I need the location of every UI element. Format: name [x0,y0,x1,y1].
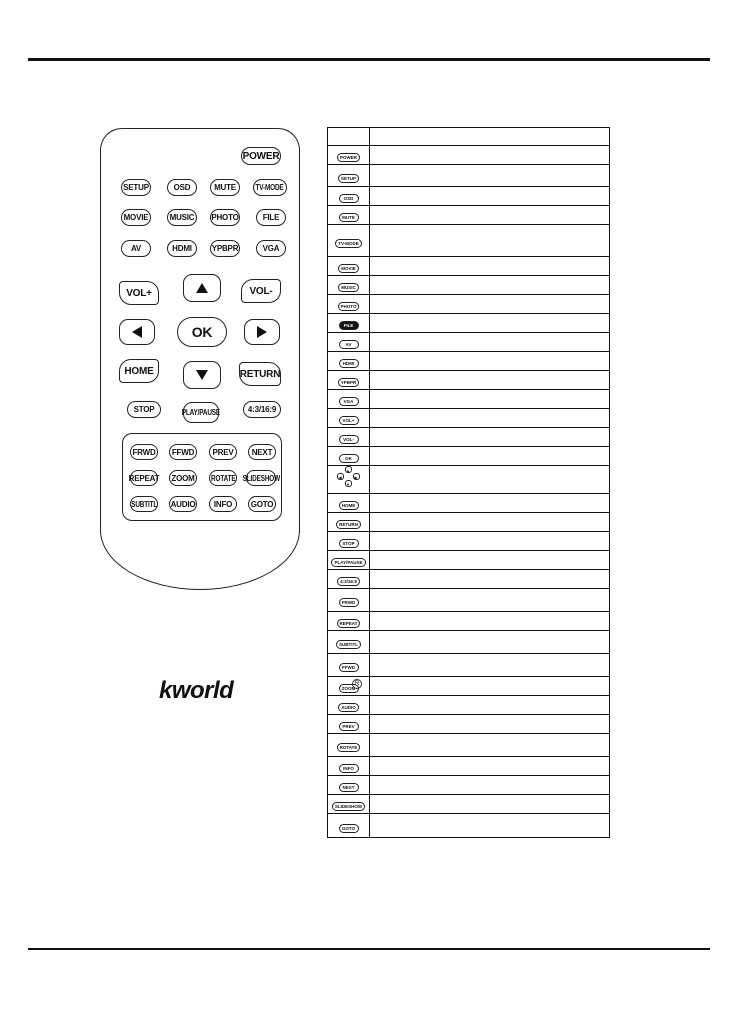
vga-button: VGA [256,240,286,257]
return-button: RETURN [239,362,281,386]
play-pause-button: PLAY/PAUSE [183,402,219,423]
mute-button: MUTE [210,179,240,196]
button-icon: HOME [339,501,359,510]
button-icon: REPEAT [337,619,361,628]
table-row [328,589,610,612]
movie-button: MOVIE [121,209,151,226]
button-icon: YPBPR [338,378,360,387]
table-row [328,757,610,776]
table-row-description [370,715,610,734]
table-row-description [370,532,610,551]
table-row-description [370,295,610,314]
frwd-button: FRWD [130,444,158,460]
table-row-icon-cell [328,276,370,295]
info-button: INFO [209,496,237,512]
table-row [328,276,610,295]
table-row-description [370,187,610,206]
power-button: POWER [241,147,281,165]
table-row-icon-cell [328,390,370,409]
slideshow-button: SLIDESHOW [246,470,276,486]
prev-button: PREV [209,444,237,460]
osd-button: OSD [167,179,197,196]
down-button [183,361,221,389]
table-row-description [370,428,610,447]
hdmi-button: HDMI [167,240,197,257]
table-row [328,677,610,696]
button-icon: POWER [337,153,360,162]
table-row-description [370,447,610,466]
table-row-icon-cell [328,532,370,551]
remote-illustration [100,128,360,704]
table-row-icon-cell [328,494,370,513]
av-button: AV [121,240,151,257]
vol-plus-button: VOL+ [119,281,159,305]
repeat-button: REPEAT [130,470,158,486]
table-row [328,466,610,494]
table-row-icon-cell [328,795,370,814]
table-row [328,654,610,677]
table-row [328,428,610,447]
up-button [183,274,221,302]
table-header-icon [328,128,370,146]
home-button: HOME [119,359,159,383]
table-row [328,532,610,551]
table-row [328,257,610,276]
table-row [328,715,610,734]
table-row-icon-cell [328,715,370,734]
table-header-row [328,128,610,146]
button-icon: PHOTO [338,302,360,311]
button-icon: FRWD [339,598,359,607]
table-row [328,494,610,513]
right-arrow-icon [257,326,267,338]
audio-button: AUDIO [169,496,197,512]
table-row [328,371,610,390]
table-row [328,146,610,165]
table-row-description [370,757,610,776]
table-row [328,352,610,371]
table-row [328,734,610,757]
table-row-icon-cell [328,589,370,612]
music-button: MUSIC [167,209,197,226]
top-rule [28,58,710,61]
table-row [328,165,610,187]
table-row [328,390,610,409]
button-icon: SUBTITL [336,640,361,649]
goto-button: GOTO [248,496,276,512]
table-row-icon-cell [328,776,370,795]
table-row-icon-cell [328,551,370,570]
tv-mode-button: TV-MODE [253,179,287,196]
table-row-description [370,513,610,532]
table-row-icon-cell [328,428,370,447]
table-row-icon-cell [328,466,370,494]
table-row-description [370,494,610,513]
table-row-icon-cell [328,631,370,654]
table-row [328,696,610,715]
table-row-icon-cell [328,677,370,696]
table-row-description [370,696,610,715]
arrow-keys-icon: ▲ ◀ ▶ ▼ [338,468,358,487]
button-icon: VOL- [339,435,359,444]
table-row-description [370,146,610,165]
table-row-description [370,677,610,696]
table-row-description [370,225,610,257]
up-arrow-icon [196,283,208,293]
table-row-description [370,814,610,838]
button-function-table [327,127,610,838]
table-row-description [370,631,610,654]
next-button: NEXT [248,444,276,460]
table-row [328,314,610,333]
button-icon: OSD [339,194,359,203]
button-icon: STOP [339,539,359,548]
table-row-icon-cell [328,165,370,187]
ypbpr-button: YPBPR [210,240,240,257]
stop-button: STOP [127,401,161,418]
table-row-description [370,352,610,371]
button-icon: HDMI [339,359,359,368]
table-row-description [370,466,610,494]
table-row-icon-cell [328,447,370,466]
button-icon: GOTO [339,824,359,833]
table-row-description [370,390,610,409]
table-row [328,631,610,654]
zoom-button: ZOOM [169,470,197,486]
file-button: FILE [256,209,286,226]
vol-minus-button: VOL- [241,279,281,303]
button-icon: OK [339,454,359,463]
table-row-description [370,206,610,225]
button-icon: SETUP [338,174,359,183]
table-row-icon-cell [328,352,370,371]
table-row-description [370,570,610,589]
button-icon: PREV [339,722,359,731]
table-row [328,513,610,532]
button-icon: VOL+ [339,416,359,425]
table-row-description [370,776,610,795]
table-header-description [370,128,610,146]
table-row [328,776,610,795]
table-row-icon-cell [328,814,370,838]
table-row-icon-cell [328,225,370,257]
bottom-rule [28,948,710,950]
table-row-description [370,371,610,390]
rotate-button: ROTATE [209,470,237,486]
table-row-icon-cell [328,696,370,715]
table-row-icon-cell [328,371,370,390]
table-row [328,447,610,466]
table-row-icon-cell [328,257,370,276]
table-row-description [370,654,610,677]
table-row [328,333,610,352]
button-icon: RETURN [336,520,361,529]
playback-panel [122,433,282,521]
button-icon: VGA [339,397,359,406]
button-icon: MOVIE [338,264,359,273]
right-button [244,319,280,345]
table-row [328,551,610,570]
table-row-icon-cell [328,513,370,532]
table-row-icon-cell [328,206,370,225]
ok-button: OK [177,317,227,347]
table-row [328,612,610,631]
brand-logo: kworld [159,677,234,704]
photo-button: PHOTO [210,209,240,226]
table-row-icon-cell [328,612,370,631]
table-row-description [370,795,610,814]
table-row-description [370,589,610,612]
button-icon: AV [339,340,359,349]
button-icon: ROTATE [337,743,361,752]
down-arrow-icon [196,370,208,380]
table-row-icon-cell [328,570,370,589]
aspect-button: 4:3/16:9 [243,401,281,418]
table-row [328,570,610,589]
button-icon: INFO [339,764,359,773]
button-icon: SLIDESHOW [332,802,365,811]
table-row-icon-cell [328,295,370,314]
subtitl-button: SUBTITL [130,496,158,512]
button-icon: PLAY/PAUSE [331,558,365,567]
table-row-description [370,734,610,757]
registered-mark: R [352,679,362,689]
table-row [328,225,610,257]
left-arrow-icon [132,326,142,338]
table-row-icon-cell [328,333,370,352]
table-row-description [370,551,610,570]
table-row-description [370,333,610,352]
table-row-description [370,409,610,428]
table-row [328,187,610,206]
table-row-description [370,257,610,276]
setup-button: SETUP [121,179,151,196]
table-row [328,409,610,428]
table-row [328,295,610,314]
table-row-icon-cell [328,409,370,428]
table-row-icon-cell [328,187,370,206]
table-row-icon-cell [328,146,370,165]
button-icon: 4:3/16:9 [337,577,360,586]
table-row [328,814,610,838]
button-icon: ZOOM [339,684,359,693]
button-icon: AUDIO [338,703,359,712]
ffwd-button: FFWD [169,444,197,460]
table-row-description [370,314,610,333]
button-icon: TV-MODE [335,239,362,248]
table-row-description [370,165,610,187]
table-row-icon-cell [328,734,370,757]
button-icon: MUTE [339,213,359,222]
table-row-description [370,276,610,295]
button-icon: FFWD [339,663,359,672]
left-button [119,319,155,345]
button-icon: NEXT [339,783,359,792]
table-row-icon-cell [328,314,370,333]
table-row [328,795,610,814]
table-row-icon-cell [328,757,370,776]
table-row-description [370,612,610,631]
button-icon: FILE [339,321,359,330]
table-row [328,206,610,225]
button-icon: MUSIC [338,283,359,292]
table-row-icon-cell [328,654,370,677]
